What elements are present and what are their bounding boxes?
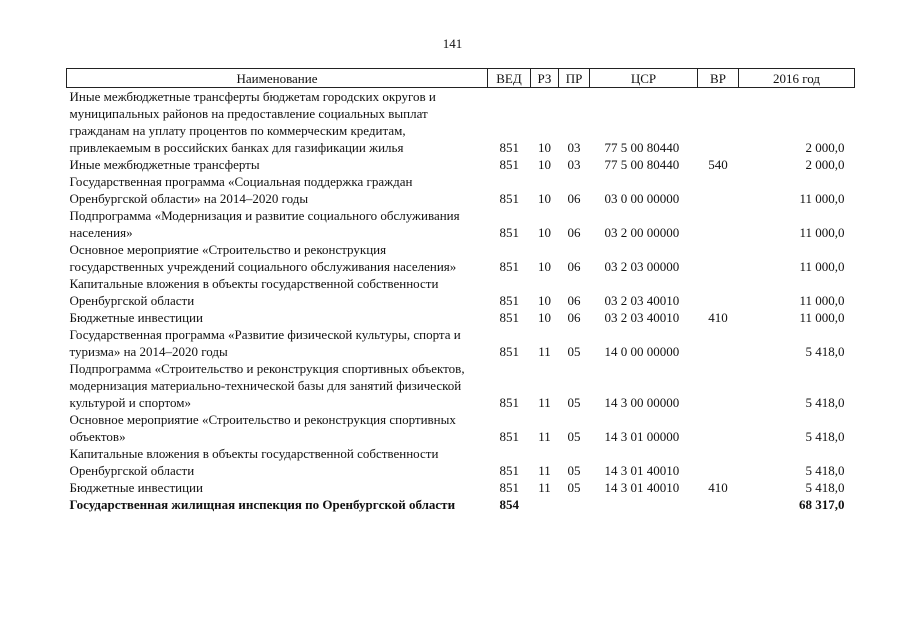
cell-vr [698, 275, 739, 309]
table-header-row [67, 69, 855, 88]
cell-pr: 03 [567, 140, 581, 155]
cell-ved: 851 [499, 310, 519, 325]
cell-csr [590, 496, 698, 513]
table-row [67, 360, 855, 411]
cell-pr: 03 [567, 157, 581, 172]
cell-csr: 03 2 03 40010 [604, 310, 680, 325]
cell-vr: 540 [708, 157, 728, 172]
cell-rz: 11 [538, 395, 551, 410]
cell-name: Государственная программа «Развитие физической культуры, спорта и туризма» на 2014–2020 годы [69, 327, 461, 359]
cell-amount: 2 000,0 [805, 140, 845, 155]
table-row [67, 326, 855, 360]
cell-name: Иные межбюджетные трансферты бюджетам городских округов и муниципальных районов на предоставление социальных выплат гражданам на уплату процентов по коммерческим кредитам, привлекаемым в российских банках для газификации жилья [69, 89, 436, 155]
cell-rz: 11 [538, 463, 551, 478]
header-name: Наименование [67, 69, 488, 88]
table-row [67, 479, 855, 496]
cell-pr: 05 [567, 429, 581, 444]
cell-csr: 77 5 00 80440 [604, 140, 680, 155]
cell-rz: 10 [538, 293, 551, 308]
cell-vr [698, 326, 739, 360]
cell-ved: 851 [499, 293, 519, 308]
cell-pr [559, 496, 590, 513]
cell-ved: 851 [499, 395, 519, 410]
cell-amount: 5 418,0 [805, 395, 845, 410]
cell-rz [531, 496, 559, 513]
cell-name: Государственная программа «Социальная поддержка граждан Оренбургской области» на 2014–2020 годы [69, 174, 413, 206]
cell-amount: 5 418,0 [805, 344, 845, 359]
cell-ved: 851 [499, 480, 519, 495]
cell-amount: 2 000,0 [805, 157, 845, 172]
cell-pr: 05 [567, 463, 581, 478]
cell-csr: 14 3 01 40010 [604, 480, 680, 495]
cell-amount: 11 000,0 [799, 293, 845, 308]
cell-amount: 68 317,0 [799, 497, 845, 512]
table-row [67, 241, 855, 275]
table-row [67, 496, 855, 513]
table-row [67, 173, 855, 207]
header-year: 2016 год [739, 69, 855, 88]
cell-pr: 06 [567, 225, 581, 240]
cell-ved: 851 [499, 463, 519, 478]
table-row [67, 88, 855, 157]
cell-rz: 10 [538, 259, 551, 274]
cell-ved: 851 [499, 259, 519, 274]
cell-amount: 5 418,0 [805, 463, 845, 478]
cell-pr: 06 [567, 293, 581, 308]
cell-ved: 854 [499, 497, 519, 512]
budget-table [66, 68, 855, 513]
cell-name: Основное мероприятие «Строительство и реконструкция государственных учреждений социального обслуживания населения» [69, 242, 457, 274]
cell-rz: 10 [538, 310, 551, 325]
cell-ved: 851 [499, 225, 519, 240]
cell-name: Бюджетные инвестиции [69, 480, 203, 495]
cell-vr [698, 496, 739, 513]
cell-csr: 03 2 03 00000 [604, 259, 680, 274]
cell-name: Капитальные вложения в объекты государственной собственности Оренбургской области [69, 446, 439, 478]
table-row [67, 411, 855, 445]
cell-name: Государственная жилищная инспекция по Оренбургской области [69, 497, 456, 512]
cell-name: Иные межбюджетные трансферты [69, 157, 260, 172]
page-number: 141 [442, 36, 463, 51]
cell-ved: 851 [499, 157, 519, 172]
header-rz: РЗ [531, 69, 559, 88]
cell-csr: 14 3 00 00000 [604, 395, 680, 410]
cell-rz: 10 [538, 225, 551, 240]
cell-name: Подпрограмма «Модернизация и развитие социального обслуживания населения» [69, 208, 460, 240]
cell-pr: 05 [567, 395, 581, 410]
cell-amount: 11 000,0 [799, 191, 845, 206]
cell-pr: 06 [567, 310, 581, 325]
cell-name: Основное мероприятие «Строительство и реконструкция спортивных объектов» [69, 412, 456, 444]
cell-vr [698, 445, 739, 479]
cell-amount: 11 000,0 [799, 225, 845, 240]
table-row [67, 445, 855, 479]
cell-vr [698, 241, 739, 275]
cell-name: Бюджетные инвестиции [69, 310, 203, 325]
cell-vr [698, 207, 739, 241]
cell-name: Капитальные вложения в объекты государственной собственности Оренбургской области [69, 276, 439, 308]
cell-pr: 05 [567, 480, 581, 495]
cell-pr: 06 [567, 191, 581, 206]
cell-vr [698, 173, 739, 207]
cell-name: Подпрограмма «Строительство и реконструкция спортивных объектов, модернизация материально-технической базы для занятий физической культурой и спортом» [69, 361, 465, 410]
cell-ved: 851 [499, 344, 519, 359]
cell-rz: 10 [538, 191, 551, 206]
cell-csr: 77 5 00 80440 [604, 157, 680, 172]
cell-pr: 05 [567, 344, 581, 359]
cell-csr: 14 3 01 40010 [604, 463, 680, 478]
cell-vr [698, 411, 739, 445]
cell-vr: 410 [708, 310, 728, 325]
cell-ved: 851 [499, 429, 519, 444]
header-pr: ПР [559, 69, 590, 88]
table-row [67, 156, 855, 173]
cell-amount: 5 418,0 [805, 480, 845, 495]
cell-ved: 851 [499, 191, 519, 206]
cell-pr: 06 [567, 259, 581, 274]
cell-csr: 03 0 00 00000 [604, 191, 680, 206]
cell-csr: 14 3 01 00000 [604, 429, 680, 444]
cell-vr [698, 88, 739, 157]
cell-amount: 11 000,0 [799, 259, 845, 274]
table-row [67, 309, 855, 326]
cell-rz: 11 [538, 480, 551, 495]
cell-ved: 851 [499, 140, 519, 155]
cell-vr [698, 360, 739, 411]
cell-vr: 410 [708, 480, 728, 495]
cell-rz: 11 [538, 344, 551, 359]
header-vr: ВР [698, 69, 739, 88]
header-csr: ЦСР [590, 69, 698, 88]
cell-rz: 10 [538, 157, 551, 172]
cell-csr: 03 2 03 40010 [604, 293, 680, 308]
cell-amount: 5 418,0 [805, 429, 845, 444]
cell-rz: 10 [538, 140, 551, 155]
table-row [67, 275, 855, 309]
cell-csr: 03 2 00 00000 [604, 225, 680, 240]
cell-rz: 11 [538, 429, 551, 444]
table-row [67, 207, 855, 241]
cell-amount: 11 000,0 [799, 310, 845, 325]
header-ved: ВЕД [488, 69, 531, 88]
cell-csr: 14 0 00 00000 [604, 344, 680, 359]
